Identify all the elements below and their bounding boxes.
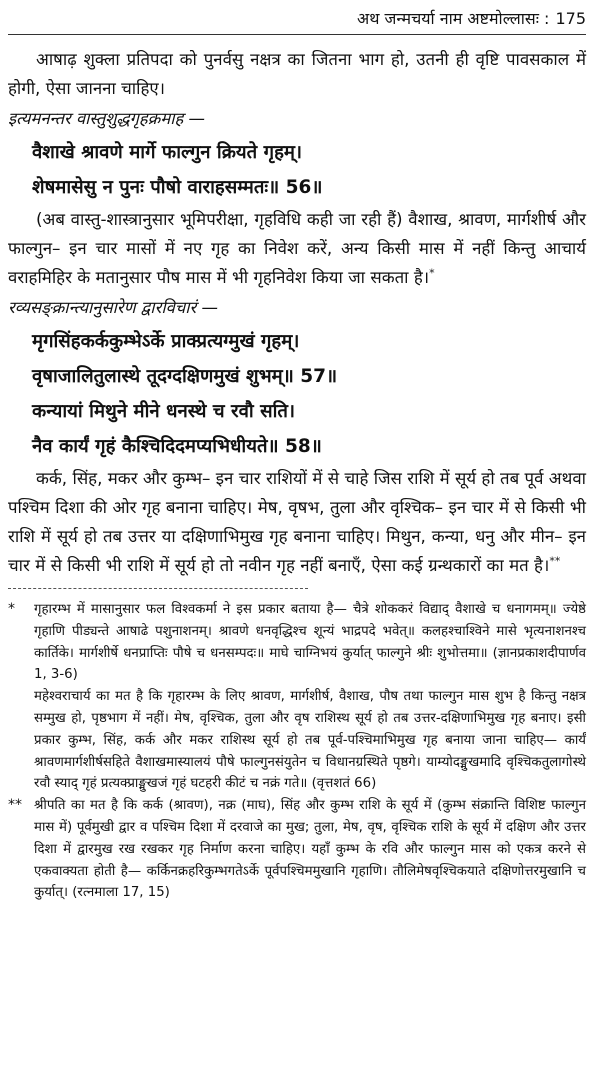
footnote-mark: * [8, 601, 15, 617]
verse-line: मृगसिंहकर्ककुम्भेऽर्के प्राक्प्रत्यग्मुखं गृहम्। [32, 331, 300, 352]
intro-paragraph: आषाढ़ शुक्ला प्रतिपदा को पुनर्वसु नक्षत्र का जितना भाग हो, उतनी ही वृष्टि पावसकाल में होगी, ऐसा जानना चाहिए। [8, 49, 586, 98]
section-heading-2: रव्यसङ्क्रान्त्यानुसारेण द्वारविचारं — [8, 298, 219, 317]
commentary-paragraph-58 [8, 464, 586, 580]
commentary-text: कर्क, सिंह, मकर और कुम्भ– इन चार राशियों में से चाहे जिस राशि में सूर्य हो तब पूर्व अथवा पश्चिम दिशा की ओर गृह बनाना चाहिए। मेष, वृषभ, तुला और वृश्चिक– इन चार में से किसी भी राशि में सूर्य हो तब उत्तर या दक्षिणाभिमुख गृह बनाना चाहिए। मिथुन, कन्या, धनु और मीन– इन चार में से किसी भी राशि में सूर्य हो तो नवीन गृह नहीं बनाएँ, ऐसा कई ग्रन्थकारों का मत है। [8, 468, 586, 575]
verse-line: वैशाखे श्रावणे मार्गे फाल्गुन क्रियते गृहम्। [32, 142, 302, 163]
footnote-paragraph: महेश्वराचार्य का मत है कि गृहारम्भ के लिए श्रावण, मार्गशीर्ष, वैशाख, पौष तथा फाल्गुन मास शुभ है किन्तु नक्षत्र सम्मुख हो, पृष्ठभाग में नहीं। मेष, वृश्चिक, तुला और वृष राशिस्थ सूर्य हो तब उत्तर-दक्षिणाभिमुख गृह बनाए। इसी प्रकार कुम्भ, सिंह, कर्क और मकर राशिस्थ सूर्य हो तब पूर्व-पश्चिमाभिमुख गृह बनाया जाना चाहिए— कार्यं श्रावणमार्गशीर्षसहिते वैशाखमास्यालयं पौषे फाल्गुनसंयुतेन च विधानग्रस्थिते पृष्ठगे। याम्योदङ्मुखमादि वृश्चिकतुलागोस्थे रवौ स्याद् गृहं प्रत्यक्प्राङ्मुखजं गृहं घटहरी कीटं च नक्रं गते॥ (वृत्तशतं 66) [34, 689, 586, 792]
footnote-2 [8, 795, 586, 904]
verse-line: नैव कार्यं गृहं कैश्चिदिदमप्यभिधीयते॥ 58॥ [32, 436, 322, 457]
footnote-divider [8, 588, 308, 589]
running-head [8, 8, 586, 35]
commentary-text: (अब वास्तु-शास्त्रानुसार भूमिपरीक्षा, गृहविधि कही जा रही हैं) वैशाख, श्रावण, मार्गशीर्ष और फाल्गुन– इन चार मासों में नए गृह का निवेश करें, अन्य किसी मास में नहीं किन्तु आचार्य वराहमिहिर के मतानुसार पौष मास में भी गृहनिवेश किया जा सकता है। [8, 209, 586, 287]
footnote-marker: ** [549, 554, 561, 568]
footnote-mark: ** [8, 797, 22, 814]
verse-56 [8, 135, 586, 205]
footnote-paragraph: श्रीपति का मत है कि कर्क (श्रावण), नक्र (माघ), सिंह और कुम्भ राशि के सूर्य में (कुम्भ संक्रान्ति विशिष्ट फाल्गुन मास में) पूर्वमुखी द्वार व पश्चिम दिशा में दरवाजे का मुख; तुला, मेष, वृष, वृश्चिक राशि के सूर्य में दक्षिण और उत्तर दिशा में द्वारमुख रख रखकर गृह निर्माण करना चाहिए। यहाँ कुम्भ के रवि और फाल्गुन मास को एकत्र करने से एकवाक्यता होती है— कर्किनक्रहरिकुम्भगतेऽर्के पूर्वपश्चिममुखानि गृहाणि। तौलिमेषवृश्चिकयाते दक्षिणोत्तरमुखानि च कुर्यात्। (रत्नमाला 17, 15) [34, 798, 586, 901]
running-head-title: अथ जन्मचर्या नाम अष्टमोल्लासः : [357, 9, 550, 28]
verse-line: वृषाजालितुलास्थे तूदग्दक्षिणमुखं शुभम्॥ 57॥ [32, 366, 338, 387]
footnote-marker: * [429, 266, 435, 280]
page-number: 175 [555, 9, 586, 28]
commentary-paragraph-56 [8, 205, 586, 292]
footnote-1 [8, 599, 586, 795]
footnote-paragraph: गृहारम्भ में मासानुसार फल विश्वकर्मा ने इस प्रकार बताया है— चैत्रे शोककरं विद्याद् वैशाखे च धनागमम्॥ ज्येष्ठे गृहाणि पीड्यन्ते आषाढे पशुनाशनम्। श्रावणे धनवृद्धिश्च शून्यं भाद्रपदे भवेत्॥ कलहश्चाश्विने मासे भृत्यनाशनश्च कार्तिके। मार्गशीर्षे धनप्राप्तिः पौषे च धनसम्पदः॥ माघे चाग्निभयं कुर्यात् फाल्गुने श्रीः शुभोत्तमा॥ (ज्ञानप्रकाशदीपार्णव 1, 3-6) [34, 602, 586, 683]
verse-line: कन्यायां मिथुने मीने धनस्थे च रवौ सति। [32, 401, 295, 422]
section-heading-1: इत्यमनन्तर वास्तुशुद्धगृहक्रमाह — [8, 109, 206, 128]
verse-57-58 [8, 324, 586, 464]
verse-line: शेषमासेसु न पुनः पौषो वाराहसम्मतः॥ 56॥ [32, 177, 323, 198]
